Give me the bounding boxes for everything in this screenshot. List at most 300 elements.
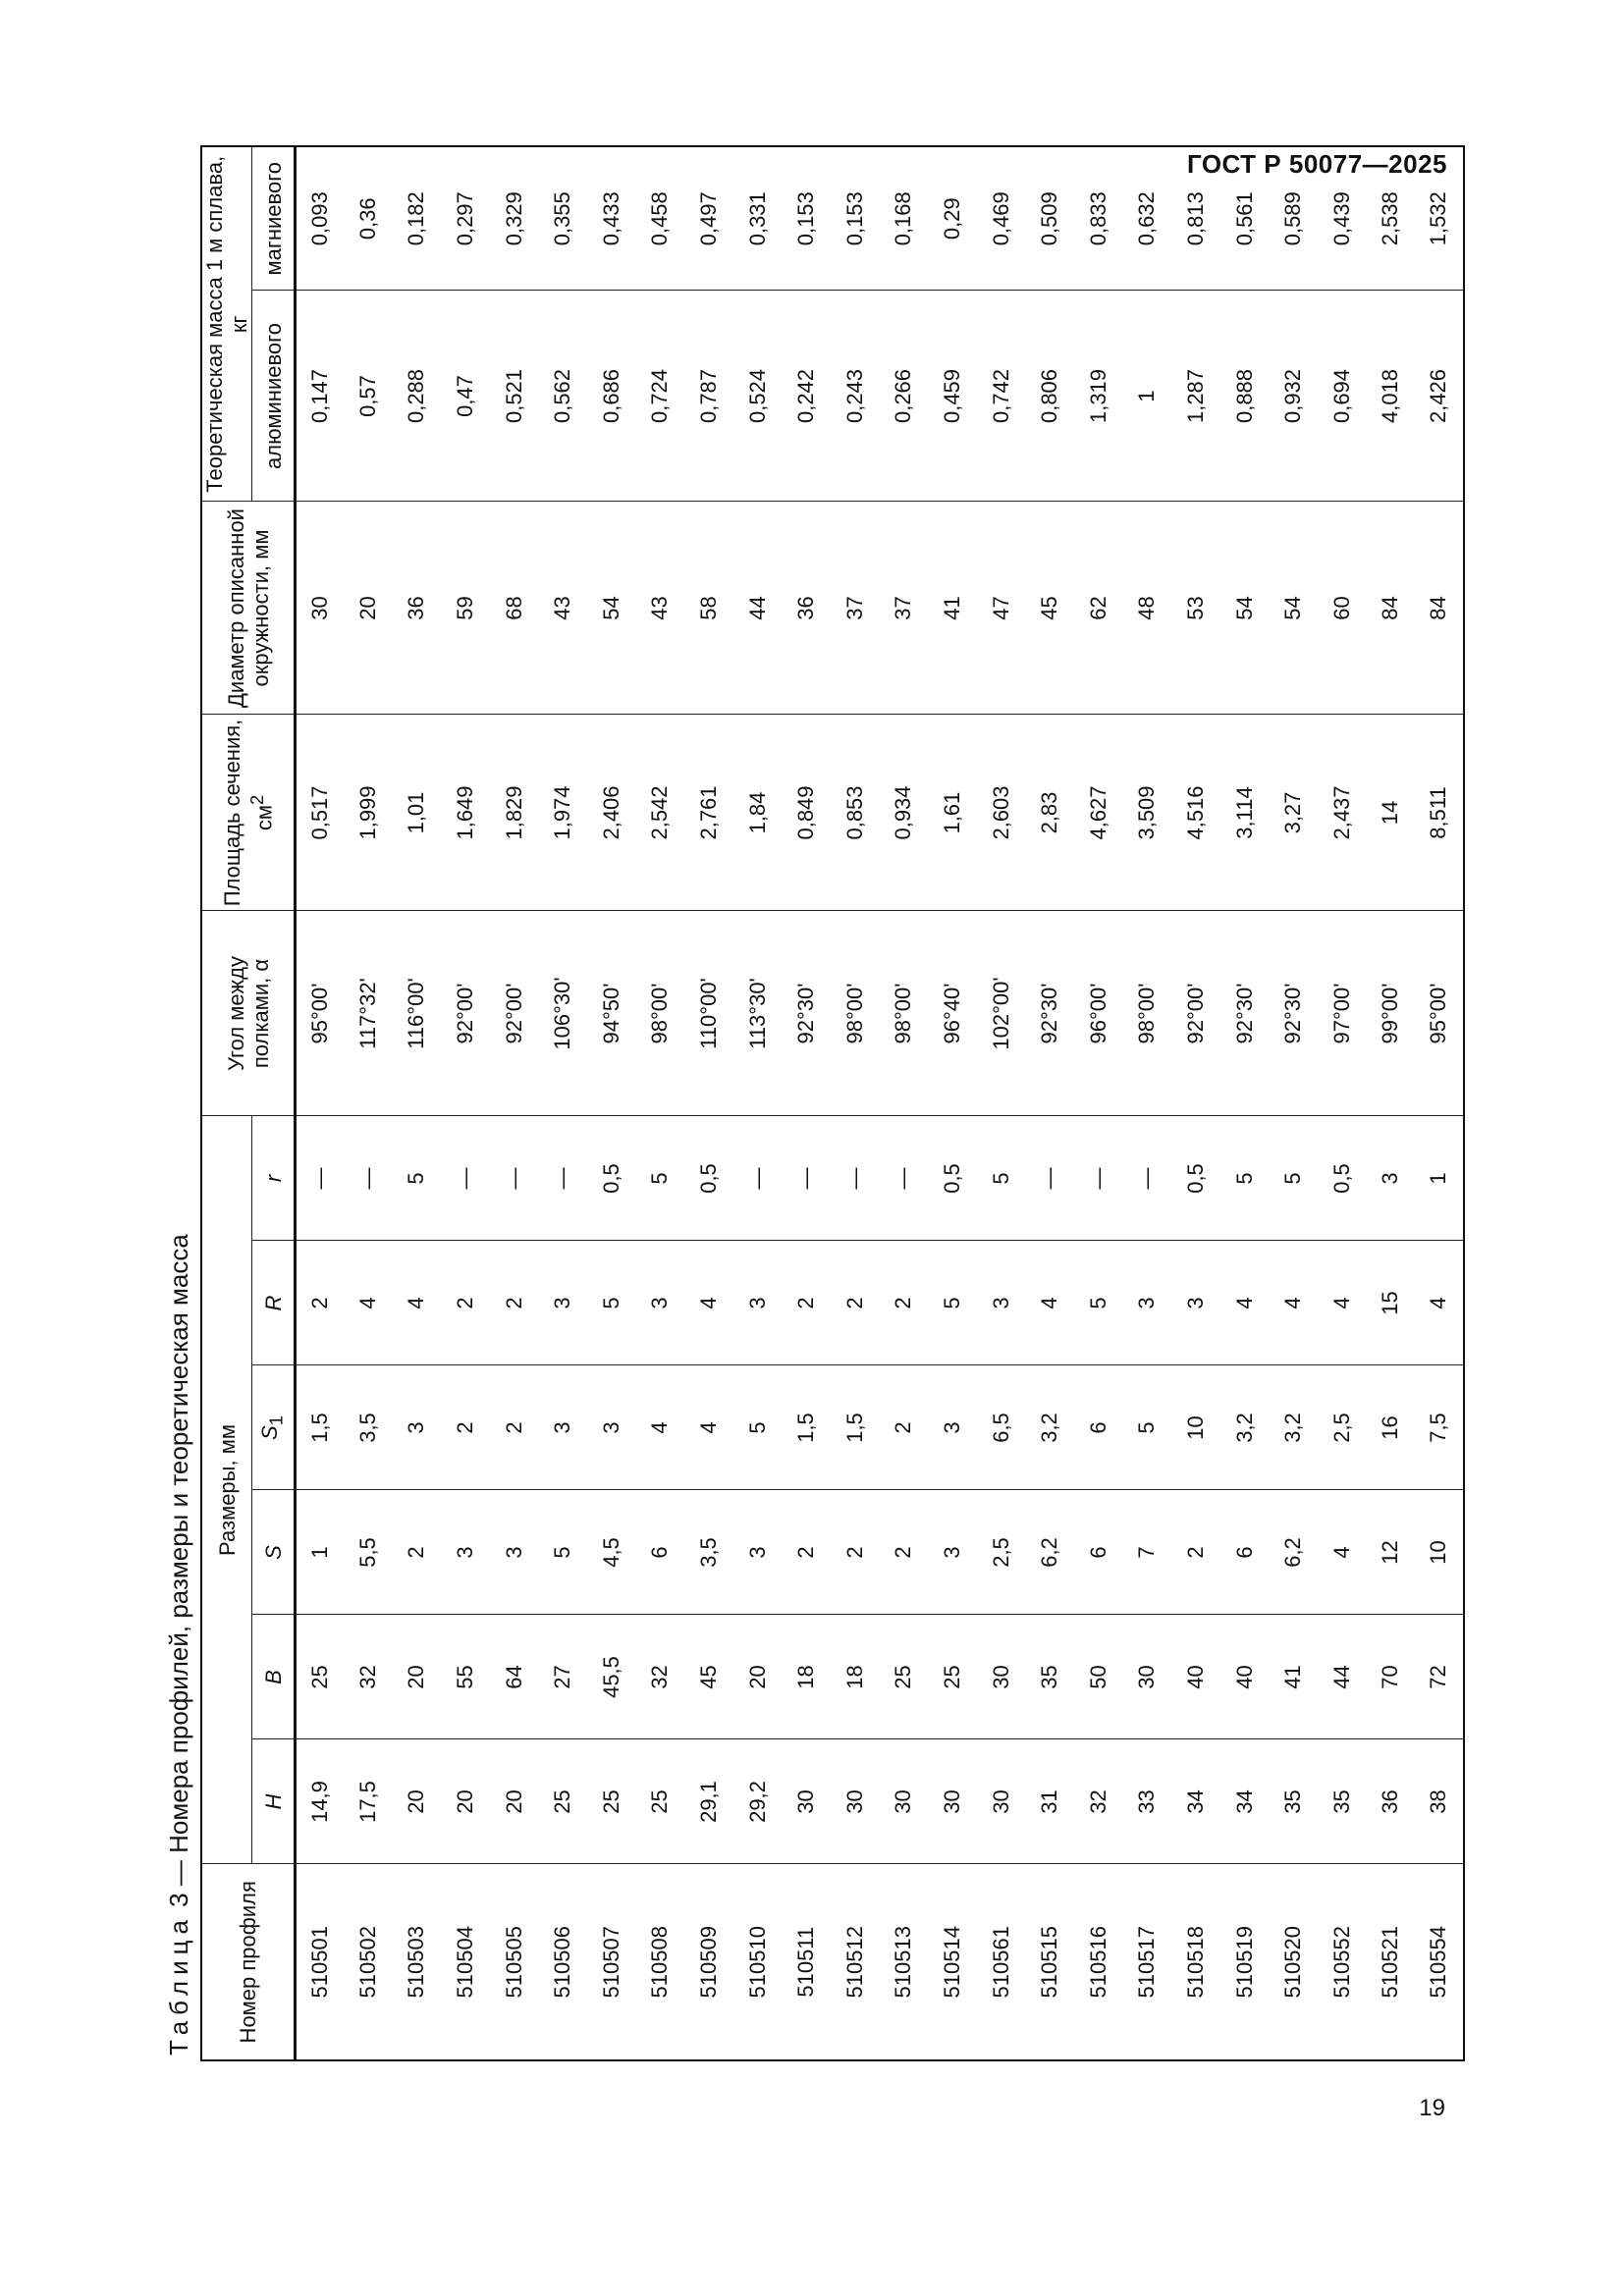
cell-B: 41 [1269, 1615, 1318, 1739]
cell-magnesium: 0,439 [1318, 146, 1367, 291]
cell-S1: 1,5 [782, 1365, 831, 1490]
cell-area: 1,999 [344, 715, 393, 911]
cell-B: 32 [344, 1615, 393, 1739]
cell-R: 2 [296, 1241, 345, 1365]
cell-profile: 510514 [928, 1864, 977, 2060]
cell-S1: 2 [441, 1365, 490, 1490]
cell-r: — [1025, 1116, 1074, 1241]
cell-aluminum: 0,288 [393, 291, 442, 502]
cell-aluminum: 1 [1123, 291, 1172, 502]
cell-S1: 3 [538, 1365, 587, 1490]
cell-area: 3,509 [1123, 715, 1172, 911]
cell-magnesium: 0,433 [587, 146, 636, 291]
cell-r: — [1074, 1116, 1123, 1241]
cell-area: 1,61 [928, 715, 977, 911]
cell-H: 30 [977, 1739, 1026, 1864]
cell-H: 34 [1171, 1739, 1220, 1864]
cell-r: 3 [1367, 1116, 1416, 1241]
cell-diameter: 43 [636, 502, 685, 715]
cell-r: — [441, 1116, 490, 1241]
cell-S1: 3,2 [1025, 1365, 1074, 1490]
cell-area: 2,406 [587, 715, 636, 911]
cell-B: 30 [1123, 1615, 1172, 1739]
table-row [1367, 146, 1416, 2060]
table-row [733, 146, 783, 2060]
cell-angle: 98°00' [1123, 911, 1172, 1116]
header-area [201, 715, 296, 911]
cell-S1: 1,5 [831, 1365, 880, 1490]
cell-diameter: 41 [928, 502, 977, 715]
cell-profile: 510505 [490, 1864, 539, 2060]
cell-magnesium: 0,589 [1269, 146, 1318, 291]
cell-aluminum: 0,888 [1220, 291, 1270, 502]
cell-profile: 510554 [1415, 1864, 1464, 2060]
cell-diameter: 68 [490, 502, 539, 715]
cell-B: 70 [1367, 1615, 1416, 1739]
cell-aluminum: 0,266 [880, 291, 929, 502]
table-row [684, 146, 733, 2060]
cell-r: 1 [1415, 1116, 1464, 1241]
cell-angle: 92°00' [1171, 911, 1220, 1116]
cell-S1: 16 [1367, 1365, 1416, 1490]
cell-profile: 510552 [1318, 1864, 1367, 2060]
cell-diameter: 84 [1367, 502, 1416, 715]
cell-S1: 3 [587, 1365, 636, 1490]
cell-diameter: 59 [441, 502, 490, 715]
table-row [1171, 146, 1220, 2060]
cell-aluminum: 0,47 [441, 291, 490, 502]
cell-magnesium: 0,29 [928, 146, 977, 291]
cell-R: 4 [344, 1241, 393, 1365]
cell-aluminum: 2,426 [1415, 291, 1464, 502]
cell-aluminum: 0,147 [296, 291, 345, 502]
cell-aluminum: 0,243 [831, 291, 880, 502]
table-row [490, 146, 539, 2060]
cell-angle: 106°30' [538, 911, 587, 1116]
cell-profile: 510508 [636, 1864, 685, 2060]
cell-B: 72 [1415, 1615, 1464, 1739]
cell-r: — [1123, 1116, 1172, 1241]
profiles-table [200, 145, 1465, 2061]
cell-r: — [296, 1116, 345, 1241]
cell-H: 14,9 [296, 1739, 345, 1864]
cell-profile: 510512 [831, 1864, 880, 2060]
cell-R: 5 [1074, 1241, 1123, 1365]
cell-aluminum: 0,242 [782, 291, 831, 502]
table-row [441, 146, 490, 2060]
cell-H: 31 [1025, 1739, 1074, 1864]
cell-magnesium: 0,561 [1220, 146, 1270, 291]
table-row [344, 146, 393, 2060]
cell-R: 4 [684, 1241, 733, 1365]
cell-r: — [538, 1116, 587, 1241]
cell-r: — [880, 1116, 929, 1241]
table-row [587, 146, 636, 2060]
cell-r: — [831, 1116, 880, 1241]
cell-area: 0,934 [880, 715, 929, 911]
cell-r: 0,5 [1318, 1116, 1367, 1241]
header-S1-main: S [257, 1425, 283, 1440]
table-row [880, 146, 929, 2060]
cell-profile: 510507 [587, 1864, 636, 2060]
cell-B: 25 [880, 1615, 929, 1739]
cell-angle: 96°40' [928, 911, 977, 1116]
cell-magnesium: 0,469 [977, 146, 1026, 291]
cell-r: — [782, 1116, 831, 1241]
cell-R: 5 [928, 1241, 977, 1365]
table-row [1220, 146, 1270, 2060]
cell-area: 1,649 [441, 715, 490, 911]
cell-profile: 510510 [733, 1864, 783, 2060]
cell-S: 3 [733, 1490, 783, 1615]
cell-S1: 3,2 [1220, 1365, 1270, 1490]
cell-aluminum: 0,806 [1025, 291, 1074, 502]
cell-H: 29,2 [733, 1739, 783, 1864]
cell-profile: 510503 [393, 1864, 442, 2060]
cell-S: 6 [1074, 1490, 1123, 1615]
cell-area: 14 [1367, 715, 1416, 911]
cell-S: 6,2 [1025, 1490, 1074, 1615]
cell-area: 1,829 [490, 715, 539, 911]
table-caption [157, 98, 200, 2061]
cell-H: 25 [636, 1739, 685, 1864]
cell-r: — [344, 1116, 393, 1241]
cell-S: 2,5 [977, 1490, 1026, 1615]
cell-area: 0,853 [831, 715, 880, 911]
cell-r: 0,5 [1171, 1116, 1220, 1241]
cell-B: 35 [1025, 1615, 1074, 1739]
cell-angle: 92°00' [441, 911, 490, 1116]
cell-R: 3 [538, 1241, 587, 1365]
cell-B: 45 [684, 1615, 733, 1739]
cell-S: 2 [831, 1490, 880, 1615]
cell-aluminum: 0,524 [733, 291, 783, 502]
cell-B: 44 [1318, 1615, 1367, 1739]
cell-magnesium: 0,297 [441, 146, 490, 291]
cell-area: 1,01 [393, 715, 442, 911]
cell-S1: 3 [928, 1365, 977, 1490]
cell-magnesium: 0,355 [538, 146, 587, 291]
cell-area: 0,849 [782, 715, 831, 911]
cell-diameter: 54 [1220, 502, 1270, 715]
cell-area: 1,974 [538, 715, 587, 911]
rotated-table-block [157, 98, 1459, 2061]
table-row [831, 146, 880, 2060]
cell-diameter: 60 [1318, 502, 1367, 715]
table-row [296, 146, 345, 2060]
cell-S1: 10 [1171, 1365, 1220, 1490]
cell-S: 5,5 [344, 1490, 393, 1615]
cell-area: 4,627 [1074, 715, 1123, 911]
header-mass: Теоретическая масса 1 м сплава, кг [201, 146, 252, 502]
cell-H: 25 [538, 1739, 587, 1864]
table-row [636, 146, 685, 2060]
cell-r: 0,5 [684, 1116, 733, 1241]
cell-magnesium: 0,458 [636, 146, 685, 291]
table-row [1074, 146, 1123, 2060]
cell-R: 5 [587, 1241, 636, 1365]
cell-S1: 6 [1074, 1365, 1123, 1490]
cell-S1: 3,5 [344, 1365, 393, 1490]
cell-r: 0,5 [587, 1116, 636, 1241]
cell-B: 18 [782, 1615, 831, 1739]
cell-B: 27 [538, 1615, 587, 1739]
cell-B: 32 [636, 1615, 685, 1739]
cell-S1: 1,5 [296, 1365, 345, 1490]
cell-S1: 6,5 [977, 1365, 1026, 1490]
cell-H: 33 [1123, 1739, 1172, 1864]
cell-magnesium: 0,153 [782, 146, 831, 291]
cell-diameter: 45 [1025, 502, 1074, 715]
cell-R: 4 [1269, 1241, 1318, 1365]
cell-angle: 98°00' [831, 911, 880, 1116]
cell-angle: 102°00' [977, 911, 1026, 1116]
cell-R: 3 [636, 1241, 685, 1365]
cell-S: 7 [1123, 1490, 1172, 1615]
cell-profile: 510519 [1220, 1864, 1270, 2060]
cell-H: 30 [831, 1739, 880, 1864]
cell-H: 30 [928, 1739, 977, 1864]
cell-B: 30 [977, 1615, 1026, 1739]
cell-diameter: 58 [684, 502, 733, 715]
table-row [928, 146, 977, 2060]
cell-R: 4 [1318, 1241, 1367, 1365]
cell-B: 18 [831, 1615, 880, 1739]
cell-magnesium: 0,093 [296, 146, 345, 291]
cell-area: 3,114 [1220, 715, 1270, 911]
cell-area: 2,437 [1318, 715, 1367, 911]
cell-angle: 92°30' [1220, 911, 1270, 1116]
cell-H: 35 [1318, 1739, 1367, 1864]
cell-magnesium: 0,182 [393, 146, 442, 291]
header-dimensions: Размеры, мм [201, 1116, 252, 1864]
cell-angle: 92°30' [782, 911, 831, 1116]
cell-B: 20 [733, 1615, 783, 1739]
cell-profile: 510513 [880, 1864, 929, 2060]
header-r: r [252, 1116, 296, 1241]
cell-R: 2 [441, 1241, 490, 1365]
cell-magnesium: 0,632 [1123, 146, 1172, 291]
table-row [538, 146, 587, 2060]
table-row [1318, 146, 1367, 2060]
cell-aluminum: 0,562 [538, 291, 587, 502]
cell-aluminum: 0,459 [928, 291, 977, 502]
cell-B: 40 [1171, 1615, 1220, 1739]
cell-diameter: 43 [538, 502, 587, 715]
cell-B: 64 [490, 1615, 539, 1739]
cell-H: 35 [1269, 1739, 1318, 1864]
cell-angle: 97°00' [1318, 911, 1367, 1116]
cell-S: 2 [1171, 1490, 1220, 1615]
cell-S: 3 [441, 1490, 490, 1615]
cell-angle: 94°50' [587, 911, 636, 1116]
page-number: 19 [1419, 2095, 1445, 2121]
cell-S: 12 [1367, 1490, 1416, 1615]
table-row [1123, 146, 1172, 2060]
table-row [1269, 146, 1318, 2060]
table-row [1025, 146, 1074, 2060]
cell-B: 45,5 [587, 1615, 636, 1739]
header-S1 [252, 1365, 296, 1490]
cell-diameter: 36 [782, 502, 831, 715]
cell-diameter: 62 [1074, 502, 1123, 715]
header-area-sup: 2 [245, 794, 267, 806]
cell-angle: 110°00' [684, 911, 733, 1116]
cell-diameter: 44 [733, 502, 783, 715]
cell-diameter: 47 [977, 502, 1026, 715]
cell-aluminum: 1,287 [1171, 291, 1220, 502]
cell-H: 38 [1415, 1739, 1464, 1864]
cell-H: 20 [393, 1739, 442, 1864]
cell-area: 3,27 [1269, 715, 1318, 911]
cell-angle: 95°00' [1415, 911, 1464, 1116]
cell-H: 17,5 [344, 1739, 393, 1864]
cell-H: 30 [880, 1739, 929, 1864]
header-profile-number: Номер профиля [201, 1864, 296, 2060]
cell-S1: 4 [636, 1365, 685, 1490]
cell-diameter: 48 [1123, 502, 1172, 715]
cell-S1: 5 [1123, 1365, 1172, 1490]
cell-S: 2 [393, 1490, 442, 1615]
cell-aluminum: 4,018 [1367, 291, 1416, 502]
cell-H: 29,1 [684, 1739, 733, 1864]
cell-R: 2 [880, 1241, 929, 1365]
cell-S1: 2 [490, 1365, 539, 1490]
cell-S1: 2,5 [1318, 1365, 1367, 1490]
cell-r: 5 [1269, 1116, 1318, 1241]
cell-diameter: 30 [296, 502, 345, 715]
cell-R: 2 [490, 1241, 539, 1365]
cell-B: 50 [1074, 1615, 1123, 1739]
cell-aluminum: 0,694 [1318, 291, 1367, 502]
cell-aluminum: 0,521 [490, 291, 539, 502]
cell-S1: 2 [880, 1365, 929, 1490]
cell-diameter: 37 [831, 502, 880, 715]
cell-R: 15 [1367, 1241, 1416, 1365]
cell-diameter: 54 [587, 502, 636, 715]
cell-magnesium: 0,36 [344, 146, 393, 291]
header-S: S [252, 1490, 296, 1615]
cell-aluminum: 0,724 [636, 291, 685, 502]
cell-angle: 113°30' [733, 911, 783, 1116]
cell-area: 2,761 [684, 715, 733, 911]
table-row [393, 146, 442, 2060]
cell-S1: 7,5 [1415, 1365, 1464, 1490]
cell-profile: 510517 [1123, 1864, 1172, 2060]
cell-r: 5 [393, 1116, 442, 1241]
cell-angle: 98°00' [880, 911, 929, 1116]
cell-profile: 510502 [344, 1864, 393, 2060]
cell-profile: 510511 [782, 1864, 831, 2060]
cell-R: 3 [977, 1241, 1026, 1365]
cell-angle: 92°30' [1269, 911, 1318, 1116]
cell-H: 30 [782, 1739, 831, 1864]
cell-magnesium: 0,331 [733, 146, 783, 291]
cell-area: 2,542 [636, 715, 685, 911]
cell-B: 40 [1220, 1615, 1270, 1739]
cell-angle: 92°30' [1025, 911, 1074, 1116]
cell-diameter: 37 [880, 502, 929, 715]
cell-profile: 510515 [1025, 1864, 1074, 2060]
cell-magnesium: 0,813 [1171, 146, 1220, 291]
cell-R: 4 [1415, 1241, 1464, 1365]
cell-aluminum: 0,787 [684, 291, 733, 502]
cell-angle: 92°00' [490, 911, 539, 1116]
header-diameter: Диаметр описанной окружности, мм [201, 502, 296, 715]
table-caption-text: 3 — Номера профилей, размеры и теоретическая масса [164, 1234, 193, 1915]
cell-S: 5 [538, 1490, 587, 1615]
header-H: H [252, 1739, 296, 1864]
cell-B: 55 [441, 1615, 490, 1739]
header-angle: Угол между полками, α [201, 911, 296, 1116]
table-row [977, 146, 1026, 2060]
header-magnesium: магниевого [252, 146, 296, 291]
table-row [782, 146, 831, 2060]
cell-magnesium: 0,497 [684, 146, 733, 291]
cell-area: 0,517 [296, 715, 345, 911]
cell-magnesium: 0,329 [490, 146, 539, 291]
cell-profile: 510561 [977, 1864, 1026, 2060]
cell-S: 10 [1415, 1490, 1464, 1615]
cell-angle: 99°00' [1367, 911, 1416, 1116]
cell-aluminum: 0,742 [977, 291, 1026, 502]
cell-area: 8,511 [1415, 715, 1464, 911]
cell-R: 3 [1171, 1241, 1220, 1365]
cell-magnesium: 0,833 [1074, 146, 1123, 291]
cell-magnesium: 0,153 [831, 146, 880, 291]
table-body [296, 146, 1464, 2060]
cell-S: 2 [880, 1490, 929, 1615]
cell-profile: 510518 [1171, 1864, 1220, 2060]
cell-H: 20 [441, 1739, 490, 1864]
header-S1-sub: 1 [265, 1415, 287, 1426]
table-row [1415, 146, 1464, 2060]
cell-area: 2,603 [977, 715, 1026, 911]
cell-angle: 117°32' [344, 911, 393, 1116]
cell-area: 2,83 [1025, 715, 1074, 911]
cell-S1: 4 [684, 1365, 733, 1490]
cell-H: 32 [1074, 1739, 1123, 1864]
cell-area: 1,84 [733, 715, 783, 911]
cell-S1: 5 [733, 1365, 783, 1490]
cell-diameter: 36 [393, 502, 442, 715]
cell-S1: 3 [393, 1365, 442, 1490]
header-area-text: Площадь сечения, см [219, 719, 277, 907]
cell-H: 34 [1220, 1739, 1270, 1864]
cell-r: 5 [636, 1116, 685, 1241]
cell-angle: 95°00' [296, 911, 345, 1116]
cell-aluminum: 1,319 [1074, 291, 1123, 502]
cell-diameter: 84 [1415, 502, 1464, 715]
cell-R: 3 [733, 1241, 783, 1365]
cell-r: — [490, 1116, 539, 1241]
header-R: R [252, 1241, 296, 1365]
cell-profile: 510520 [1269, 1864, 1318, 2060]
cell-angle: 116°00' [393, 911, 442, 1116]
cell-area: 4,516 [1171, 715, 1220, 911]
cell-B: 25 [296, 1615, 345, 1739]
cell-R: 3 [1123, 1241, 1172, 1365]
cell-S1: 3,2 [1269, 1365, 1318, 1490]
cell-magnesium: 2,538 [1367, 146, 1416, 291]
table-caption-prefix: Таблица [164, 1914, 193, 2056]
cell-angle: 96°00' [1074, 911, 1123, 1116]
cell-S: 6 [1220, 1490, 1270, 1615]
cell-R: 4 [1025, 1241, 1074, 1365]
cell-magnesium: 0,168 [880, 146, 929, 291]
cell-profile: 510506 [538, 1864, 587, 2060]
cell-B: 25 [928, 1615, 977, 1739]
